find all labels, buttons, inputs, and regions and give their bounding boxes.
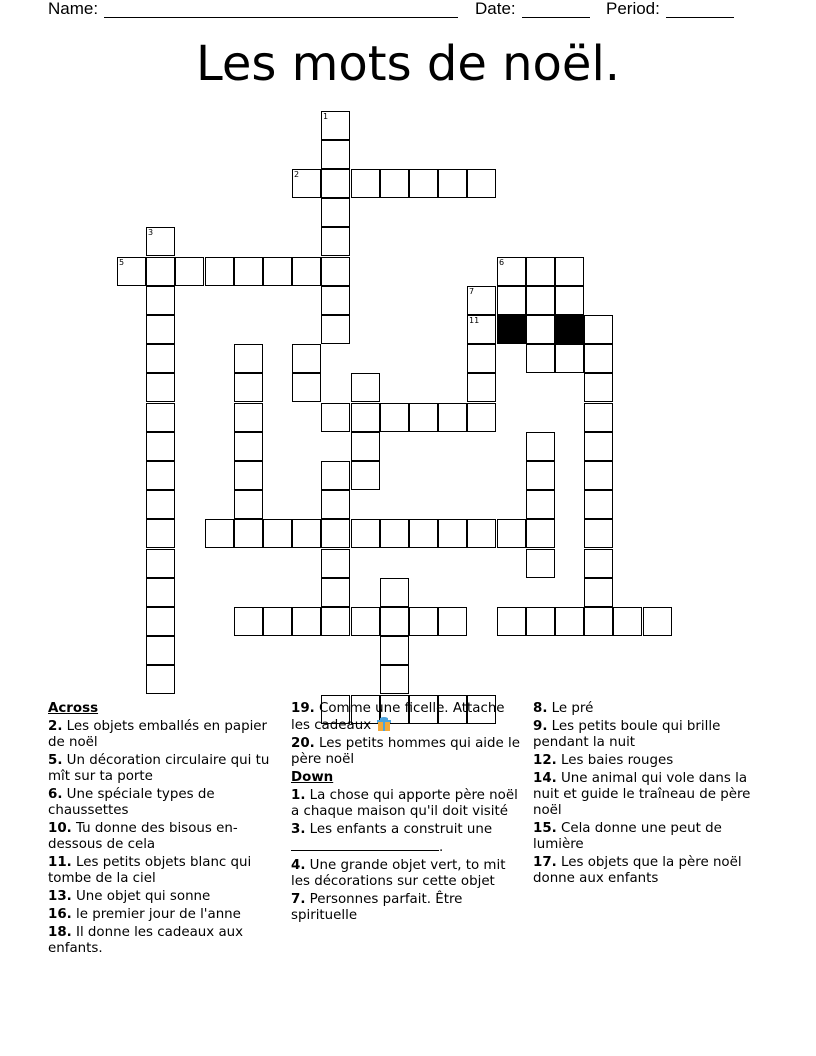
grid-cell[interactable] xyxy=(263,519,292,548)
grid-cell[interactable] xyxy=(380,665,409,694)
clue-number: 6. xyxy=(48,787,63,802)
grid-cell[interactable] xyxy=(234,461,263,490)
clue-number: 20. xyxy=(291,736,315,751)
clues-column-1 xyxy=(48,701,278,959)
clue-item xyxy=(48,753,278,785)
clue-number: 10. xyxy=(48,821,72,836)
grid-cell[interactable] xyxy=(292,373,321,402)
grid-cell[interactable] xyxy=(292,607,321,636)
clue-item xyxy=(48,907,278,923)
grid-cell[interactable] xyxy=(146,403,175,432)
grid-cell[interactable] xyxy=(146,432,175,461)
grid-cell[interactable] xyxy=(146,578,175,607)
grid-cell[interactable] xyxy=(526,286,555,315)
grid-cell[interactable] xyxy=(380,169,409,198)
grid-cell[interactable] xyxy=(321,286,350,315)
grid-cell[interactable] xyxy=(146,461,175,490)
grid-cell[interactable] xyxy=(351,461,380,490)
grid-cell[interactable] xyxy=(321,549,350,578)
grid-cell[interactable] xyxy=(146,636,175,665)
clue-number: 3. xyxy=(291,822,306,837)
grid-cell[interactable] xyxy=(263,257,292,286)
grid-cell[interactable] xyxy=(234,257,263,286)
grid-cell[interactable] xyxy=(321,461,350,490)
clue-item xyxy=(533,821,763,853)
grid-cell[interactable] xyxy=(234,490,263,519)
clue-text: Une spéciale types de chaussettes xyxy=(48,787,215,818)
grid-cell[interactable] xyxy=(146,665,175,694)
clue-number: 19. xyxy=(291,701,315,716)
grid-cell[interactable] xyxy=(292,519,321,548)
grid-cell[interactable] xyxy=(526,549,555,578)
clue-text: Les petits hommes qui aide le père noël xyxy=(291,736,520,767)
grid-cell[interactable] xyxy=(497,257,526,286)
clue-text: Les objets emballés en papier de noël xyxy=(48,719,268,750)
clue-number: 8. xyxy=(533,701,548,716)
grid-cell[interactable] xyxy=(146,373,175,402)
clue-number: 11. xyxy=(48,855,72,870)
grid-cell[interactable] xyxy=(146,490,175,519)
grid-cell[interactable] xyxy=(146,227,175,256)
grid-cell[interactable] xyxy=(584,578,613,607)
grid-cell[interactable] xyxy=(584,461,613,490)
grid-cell[interactable] xyxy=(526,461,555,490)
grid-cell[interactable] xyxy=(380,519,409,548)
clue-across-19 xyxy=(291,701,527,734)
clue-number-label: 1 xyxy=(323,112,329,121)
across-clue-list xyxy=(48,719,278,957)
grid-cell[interactable] xyxy=(351,373,380,402)
grid-cell[interactable] xyxy=(526,344,555,373)
page-title: Les mots de noël. xyxy=(195,36,621,92)
grid-cell[interactable] xyxy=(555,607,584,636)
clue-number: 12. xyxy=(533,753,557,768)
grid-cell[interactable] xyxy=(467,403,496,432)
clue-text: La chose qui apporte père noël a chaque maison qu'il doit visité xyxy=(291,788,518,819)
clue-text: Un décoration circulaire qui tu mît sur ta porte xyxy=(48,753,270,784)
answer-blank[interactable] xyxy=(291,838,439,851)
grid-cell[interactable] xyxy=(351,607,380,636)
clue-item xyxy=(48,719,278,751)
grid-cell[interactable] xyxy=(292,344,321,373)
clue-text: Cela donne une peut de lumière xyxy=(533,821,722,852)
grid-cell[interactable] xyxy=(351,169,380,198)
clue-text: Une animal qui vole dans la nuit et guide le traîneau de père noël xyxy=(533,771,751,818)
grid-cell[interactable] xyxy=(526,607,555,636)
grid-cell[interactable] xyxy=(146,286,175,315)
clue-number: 18. xyxy=(48,925,72,940)
clue-number: 15. xyxy=(533,821,557,836)
clue-text: Il donne les cadeaux aux enfants. xyxy=(48,925,244,956)
clue-text: Une grande objet vert, to mit les décorations sur cette objet xyxy=(291,858,506,889)
grid-cell[interactable] xyxy=(380,403,409,432)
grid-cell[interactable] xyxy=(409,607,438,636)
grid-cell[interactable] xyxy=(555,286,584,315)
grid-cell[interactable] xyxy=(321,198,350,227)
clue-number: 14. xyxy=(533,771,557,786)
grid-cell[interactable] xyxy=(321,519,350,548)
clue-number-label: 6 xyxy=(499,258,505,267)
clue-number-label: 7 xyxy=(469,287,475,296)
grid-cell[interactable] xyxy=(234,432,263,461)
clue-item xyxy=(48,787,278,819)
grid-cell[interactable] xyxy=(497,607,526,636)
clue-item xyxy=(48,855,278,887)
down-clue-list-2 xyxy=(533,701,763,887)
grid-cell[interactable] xyxy=(234,344,263,373)
clue-text: Les objets que la père noël donne aux enfants xyxy=(533,855,742,886)
grid-cell[interactable] xyxy=(526,257,555,286)
down-heading: Down xyxy=(291,770,334,785)
grid-cell[interactable] xyxy=(613,607,642,636)
grid-cell[interactable] xyxy=(234,607,263,636)
clue-text: Une objet qui sonne xyxy=(76,889,211,904)
grid-cell[interactable] xyxy=(234,403,263,432)
grid-cell[interactable] xyxy=(467,373,496,402)
grid-cell[interactable] xyxy=(643,607,672,636)
date-label: Date: xyxy=(475,0,516,18)
grid-cell[interactable] xyxy=(146,607,175,636)
grid-cell[interactable] xyxy=(409,403,438,432)
grid-cell[interactable] xyxy=(584,432,613,461)
clue-number: 16. xyxy=(48,907,72,922)
clue-number-label: 11 xyxy=(469,316,480,325)
grid-cell[interactable] xyxy=(584,490,613,519)
clues-column-3 xyxy=(533,701,763,889)
clue-number-label: 3 xyxy=(148,228,154,237)
grid-cell[interactable] xyxy=(438,607,467,636)
grid-cell[interactable] xyxy=(321,403,350,432)
gift-icon xyxy=(377,717,391,731)
grid-cell[interactable] xyxy=(321,490,350,519)
grid-cell[interactable] xyxy=(584,315,613,344)
clue-number-label: 5 xyxy=(119,258,125,267)
clue-number-label: 2 xyxy=(294,170,300,179)
grid-cell[interactable] xyxy=(205,519,234,548)
grid-cell[interactable] xyxy=(380,607,409,636)
grid-cell[interactable] xyxy=(584,519,613,548)
clue-number: 9. xyxy=(533,719,548,734)
clue-item xyxy=(533,719,763,751)
clue-item xyxy=(533,771,763,819)
grid-cell[interactable] xyxy=(351,432,380,461)
grid-cell[interactable] xyxy=(321,607,350,636)
clue-item xyxy=(291,788,527,820)
grid-cell[interactable] xyxy=(467,344,496,373)
clue-text: Personnes parfait. Être spirituelle xyxy=(291,892,463,923)
grid-cell[interactable] xyxy=(526,519,555,548)
name-label: Name: xyxy=(48,0,99,18)
grid-cell[interactable] xyxy=(584,549,613,578)
grid-cell[interactable] xyxy=(292,169,321,198)
clue-item xyxy=(48,821,278,853)
period-label: Period: xyxy=(606,0,660,18)
clue-item xyxy=(533,753,763,769)
grid-cell[interactable] xyxy=(117,257,146,286)
grid-cell[interactable] xyxy=(321,315,350,344)
clue-item xyxy=(48,889,278,905)
grid-cell[interactable] xyxy=(584,607,613,636)
grid-cell[interactable] xyxy=(321,111,350,140)
clue-number: 1. xyxy=(291,788,306,803)
grid-cell[interactable] xyxy=(584,344,613,373)
grid-cell[interactable] xyxy=(526,315,555,344)
clues-column-2 xyxy=(291,701,527,926)
grid-cell[interactable] xyxy=(234,373,263,402)
grid-cell[interactable] xyxy=(467,169,496,198)
clue-text-tail: . xyxy=(439,840,444,855)
blocked-cell xyxy=(497,315,526,344)
grid-cell[interactable] xyxy=(146,315,175,344)
clue-text: Les petits objets blanc qui tombe de la ciel xyxy=(48,855,252,886)
grid-cell[interactable] xyxy=(526,432,555,461)
grid-cell[interactable] xyxy=(467,315,496,344)
clue-item xyxy=(533,701,763,717)
clue-number: 5. xyxy=(48,753,63,768)
grid-cell[interactable] xyxy=(497,519,526,548)
grid-cell[interactable] xyxy=(146,257,175,286)
clue-item xyxy=(291,822,527,856)
grid-cell[interactable] xyxy=(146,519,175,548)
grid-cell[interactable] xyxy=(321,257,350,286)
clue-text: Tu donne des bisous en-dessous de cela xyxy=(48,821,238,852)
grid-cell[interactable] xyxy=(438,403,467,432)
grid-cell[interactable] xyxy=(409,169,438,198)
clue-number: 4. xyxy=(291,858,306,873)
grid-cell[interactable] xyxy=(175,257,204,286)
grid-cell[interactable] xyxy=(321,578,350,607)
grid-cell[interactable] xyxy=(263,607,292,636)
grid-cell[interactable] xyxy=(584,403,613,432)
grid-cell[interactable] xyxy=(380,578,409,607)
grid-cell[interactable] xyxy=(438,169,467,198)
grid-cell[interactable] xyxy=(321,169,350,198)
clue-item xyxy=(291,858,527,890)
grid-cell[interactable] xyxy=(351,519,380,548)
clue-across-20 xyxy=(291,736,527,768)
grid-cell[interactable] xyxy=(555,257,584,286)
grid-cell[interactable] xyxy=(380,636,409,665)
clue-number: 17. xyxy=(533,855,557,870)
across-heading: Across xyxy=(48,701,99,716)
grid-cell[interactable] xyxy=(292,257,321,286)
grid-cell[interactable] xyxy=(321,140,350,169)
grid-cell[interactable] xyxy=(351,403,380,432)
grid-cell[interactable] xyxy=(584,373,613,402)
clue-item xyxy=(291,892,527,924)
clue-text: Les enfants a construit une xyxy=(309,822,493,837)
grid-cell[interactable] xyxy=(467,286,496,315)
grid-cell[interactable] xyxy=(321,227,350,256)
grid-cell[interactable] xyxy=(438,519,467,548)
down-clue-list-1 xyxy=(291,788,527,924)
clue-item xyxy=(48,925,278,957)
clue-number: 7. xyxy=(291,892,306,907)
clue-text: le premier jour de l'anne xyxy=(76,907,241,922)
grid-cell[interactable] xyxy=(146,344,175,373)
blocked-cell xyxy=(555,315,584,344)
grid-cell[interactable] xyxy=(205,257,234,286)
grid-cell[interactable] xyxy=(555,344,584,373)
grid-cell[interactable] xyxy=(409,519,438,548)
clue-text: Les baies rouges xyxy=(561,753,674,768)
clue-item xyxy=(533,855,763,887)
grid-cell[interactable] xyxy=(234,519,263,548)
grid-cell[interactable] xyxy=(467,519,496,548)
grid-cell[interactable] xyxy=(497,286,526,315)
clue-number: 2. xyxy=(48,719,63,734)
clue-text: Les petits boule qui brille pendant la nuit xyxy=(533,719,721,750)
clue-number: 13. xyxy=(48,889,72,904)
grid-cell[interactable] xyxy=(146,549,175,578)
clue-text: Comme une ficelle. Attache les cadeaux xyxy=(291,701,505,733)
clue-text: Le pré xyxy=(551,701,594,716)
grid-cell[interactable] xyxy=(526,490,555,519)
